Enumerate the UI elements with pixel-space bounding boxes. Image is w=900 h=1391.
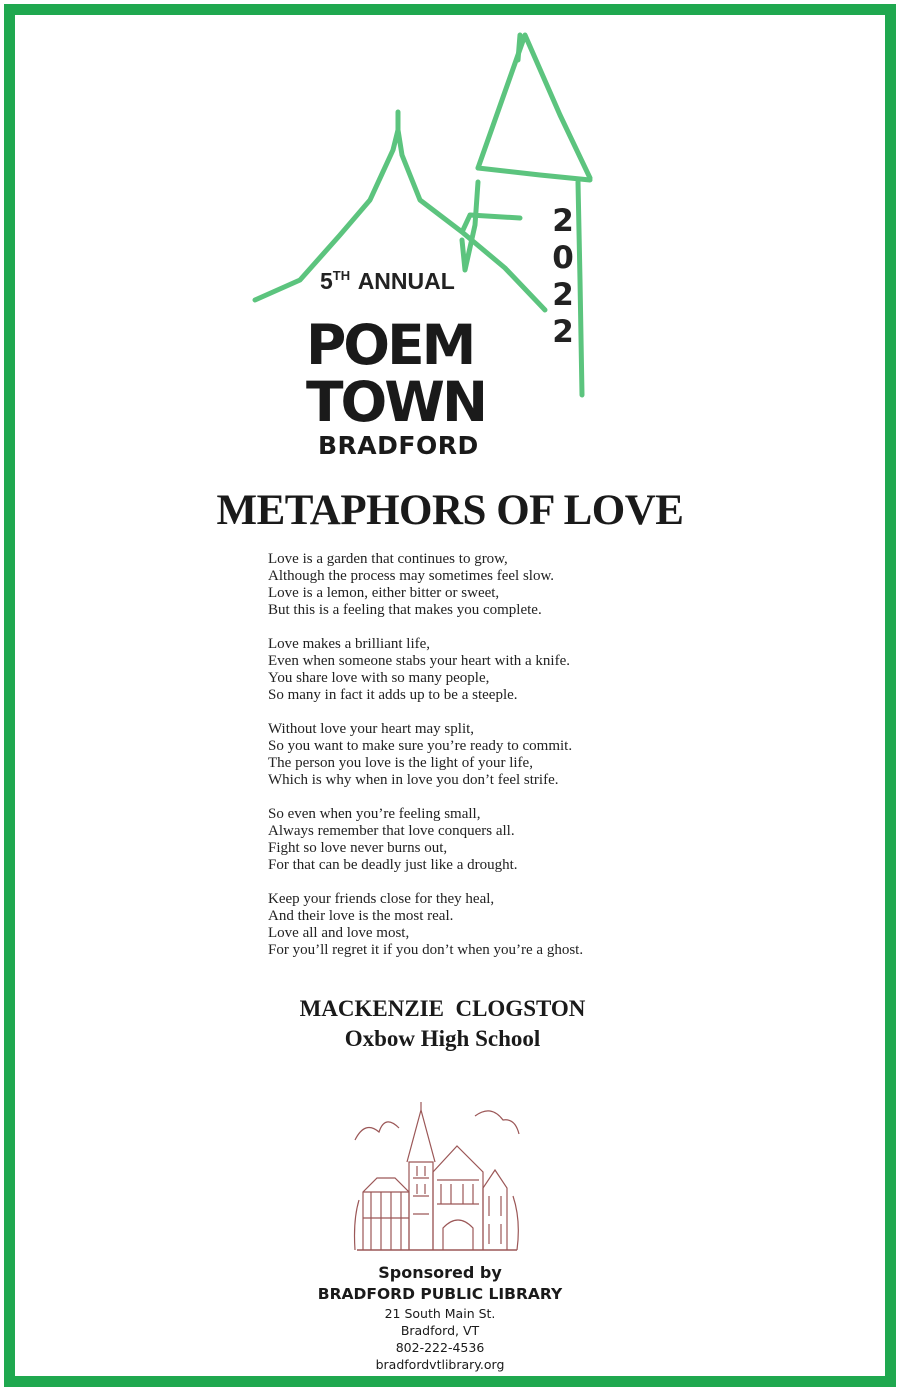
poem-line: Fight so love never burns out,	[268, 840, 448, 856]
stanza	[268, 891, 583, 959]
stanza	[268, 636, 583, 704]
poem-line: Even when someone stabs your heart with a knife.	[268, 653, 570, 669]
sponsor-city: Bradford, VT	[400, 1323, 480, 1338]
author-block	[0, 994, 885, 1054]
poem-line: So you want to make sure you’re ready to commit.	[268, 738, 573, 754]
poem-line: Love is a lemon, either bitter or sweet,	[268, 585, 500, 601]
poem-line: You share love with so many people,	[268, 670, 490, 686]
sponsor-website: bradfordvtlibrary.org	[375, 1357, 505, 1372]
poem-line: For you’ll regret it if you don’t when you’re a ghost.	[268, 942, 584, 958]
poem-line: Without love your heart may split,	[268, 721, 475, 737]
stanza	[268, 551, 583, 619]
poem-line: Which is why when in love you don’t feel strife.	[268, 772, 559, 788]
author-name: MACKENZIE CLOGSTON	[299, 996, 586, 1021]
poem-line: The person you love is the light of your life,	[268, 755, 533, 771]
poem-line: Always remember that love conquers all.	[268, 823, 515, 839]
sponsor-label: Sponsored by	[378, 1263, 502, 1282]
poem-line: For that can be deadly just like a drought.	[268, 857, 518, 873]
poem-line: And their love is the most real.	[268, 908, 454, 924]
logo-word-town: TOWN	[306, 370, 485, 434]
poem-line: Love is a garden that continues to grow,	[268, 551, 508, 567]
poem-line: Love makes a brilliant life,	[268, 636, 431, 652]
logo-word-bradford: BRADFORD	[318, 431, 479, 460]
annual-edition-label: 5TH ANNUAL	[320, 268, 455, 294]
poem-line: Although the process may sometimes feel slow.	[268, 568, 555, 584]
poem-line: But this is a feeling that makes you complete.	[268, 602, 542, 618]
poem-line: So many in fact it adds up to be a steeple.	[268, 687, 518, 703]
sponsor-address: 21 South Main St.	[384, 1306, 496, 1321]
library-building-sketch	[353, 1100, 521, 1256]
year-vertical: 2 0 2 2	[552, 203, 574, 350]
sponsor-org: BRADFORD PUBLIC LIBRARY	[317, 1285, 563, 1303]
stanza	[268, 806, 583, 874]
author-school: Oxbow High School	[344, 1026, 541, 1051]
sponsor-block	[0, 1262, 880, 1373]
sponsor-phone: 802-222-4536	[395, 1340, 485, 1355]
logo-word-poem: POEM	[306, 313, 474, 377]
poem-body	[268, 551, 583, 976]
poem-line: So even when you’re feeling small,	[268, 806, 481, 822]
poem-line: Love all and love most,	[268, 925, 410, 941]
poem-title: METAPHORS OF LOVE	[216, 487, 684, 534]
stanza	[268, 721, 583, 789]
poem-line: Keep your friends close for they heal,	[268, 891, 495, 907]
